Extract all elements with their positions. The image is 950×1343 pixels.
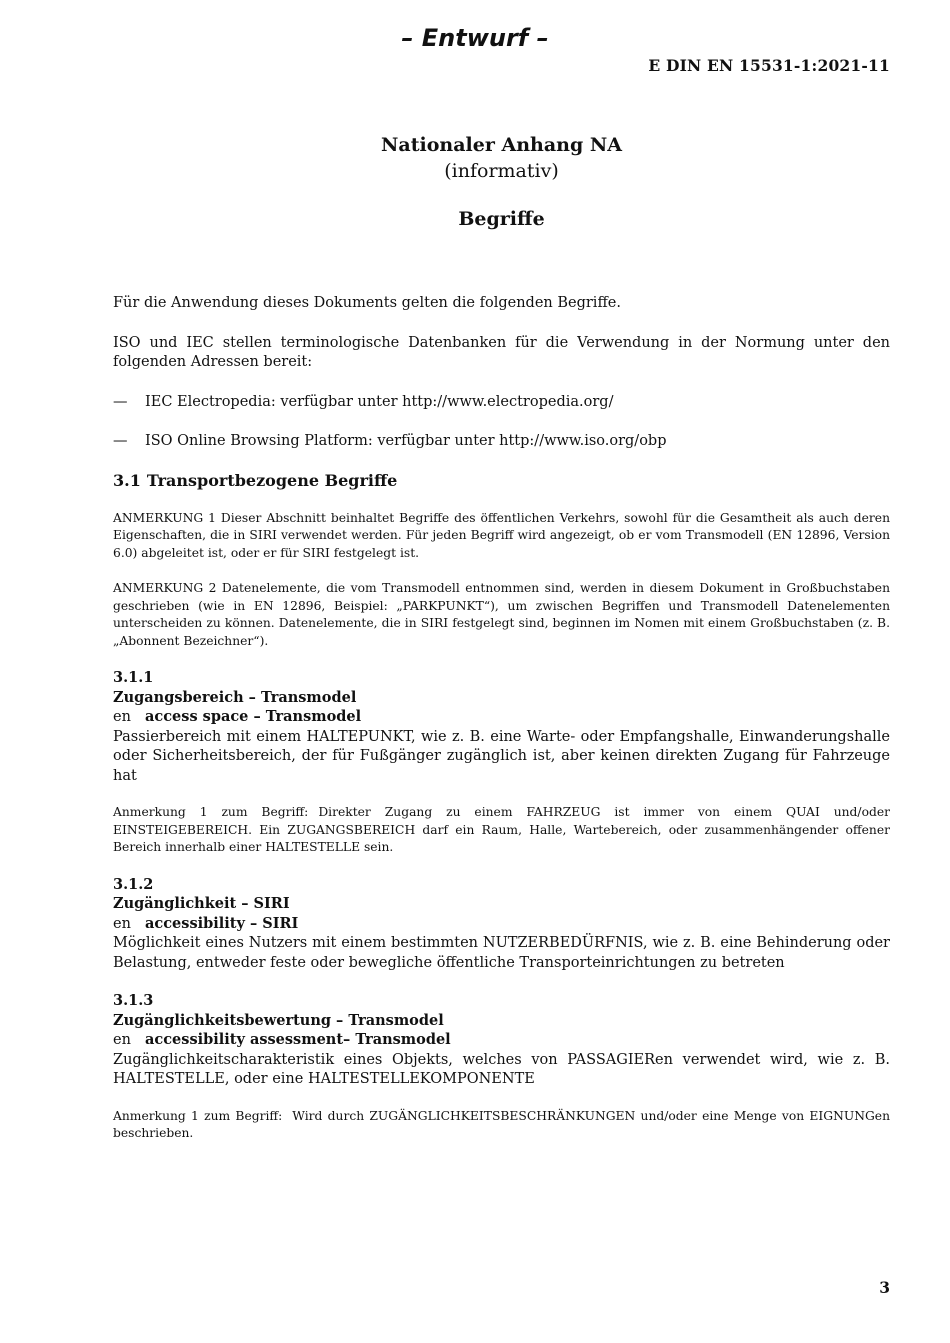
term-english-line [113,914,890,935]
term-english-line [113,1030,890,1051]
list-dash: — [113,433,128,449]
term-note-label: Anmerkung 1 zum Begriff: [113,1108,283,1123]
term-note-text: Direkter Zugang zu einem FAHRZEUG ist immer von einem QUAI und/oder EINSTEIGEBEREICH. Ein ZUGANGSBEREICH darf ein Raum, Halle, Wartebereich, oder zusammenhängender offener Bereich innerhalb einer HALTESTELLE sein. [113,805,891,854]
section-heading-3-1 [113,470,890,492]
term-english: access space – Transmodel [145,708,362,725]
note-1: ANMERKUNG 1 Dieser Abschnitt beinhaltet Begriffe des öffentlichen Verkehrs, sowohl für die Gesamtheit als auch deren Eigenschaften, die in SIRI verwendet werden. Für jeden Begriff wird angezeigt, ob er vom Transmodell (EN 12896, Version 6.0) abgeleitet ist, oder er für SIRI festgelegt ist. [113,510,890,560]
term-german: Zugangsbereich – Transmodel [113,688,357,706]
term-number: 3.1.1 [113,669,154,686]
list-item-electropedia [113,393,890,413]
term-note-label: Anmerkung 1 zum Begriff: [113,805,309,819]
term-german: Zugänglichkeitsbewertung – Transmodel [113,1011,444,1029]
section-heading-text: Transportbezogene Begriffe [146,470,398,490]
note-2: ANMERKUNG 2 Datenelemente, die vom Transmodell entnommen sind, werden in diesem Dokument in Großbuchstaben geschrieben (wie in EN 12896, Beispiel: „PARKPUNKT“), um zwischen Begriffen und Transmodell Datenelementen unterscheiden zu können. Datenelemente, die in SIRI festgelegt sind, beginnen im Nomen mit einem Großbuchstaben (z. B. „Abonnent Bezeichner“). [113,581,890,648]
intro-paragraph: Für die Anwendung dieses Dokuments gelten die folgenden Begriffe. [113,295,621,311]
language-code: en [113,1032,131,1048]
term-english-line [113,707,890,728]
term-number: 3.1.2 [113,875,154,893]
section-number: 3.1 [113,470,141,490]
term-note [113,804,890,857]
term-english: accessibility assessment– Transmodel [145,1031,451,1048]
language-code: en [113,915,131,932]
list-dash: — [113,393,128,410]
draft-label: – Entwurf – [401,24,549,52]
term-definition: Passierbereich mit einem HALTEPUNKT, wie z. B. eine Warte- oder Empfangshalle, Einwanderungshalle oder Sicherheitsbereich, der für Fußgänger zugänglich ist, aber keinen direkten Zugang für Fahrzeuge hat [113,728,890,784]
term-german: Zugänglichkeit – SIRI [113,895,290,912]
list-item-text: ISO Online Browsing Platform: verfügbar unter http://www.iso.org/obp [145,433,667,449]
list-item-iso-obp [113,432,890,452]
page-number: 3 [879,1278,890,1297]
document-number: E DIN EN 15531-1:2021-11 [648,56,890,75]
term-note [113,1108,890,1143]
intro-paragraph-databases: ISO und IEC stellen terminologische Datenbanken für die Verwendung in der Normung unter den folgenden Adressen bereit: [113,334,890,370]
term-note-text: Wird durch ZUGÄNGLICHKEITSBESCHRÄNKUNGEN und/oder eine Menge von EIGNUNGen beschrieben. [113,1108,890,1140]
term-english: accessibility – SIRI [145,914,299,932]
list-item-text: IEC Electropedia: verfügbar unter http://www.electropedia.org/ [145,393,614,410]
term-entry-3-1-2 [113,875,890,974]
term-number: 3.1.3 [113,992,154,1009]
section-title: Begriffe [458,208,545,230]
term-definition: Zugänglichkeitscharakteristik eines Objekts, welches von PASSAGIERen verwendet wird, wie z. B. HALTESTELLE, oder eine HALTESTELLEKOMPONENTE [113,1051,890,1087]
term-entry-3-1-1 [113,668,890,857]
annex-subtitle: (informativ) [444,160,559,182]
term-definition: Möglichkeit eines Nutzers mit einem bestimmten NUTZERBEDÜRFNIS, wie z. B. eine Behinderung oder Belastung, entweder feste oder bewegliche öffentliche Transporteinrichtungen zu betreten [113,935,890,971]
page-content [113,132,890,1143]
language-code: en [113,709,131,725]
term-entry-3-1-3 [113,991,890,1143]
annex-title: Nationaler Anhang NA [381,134,622,156]
